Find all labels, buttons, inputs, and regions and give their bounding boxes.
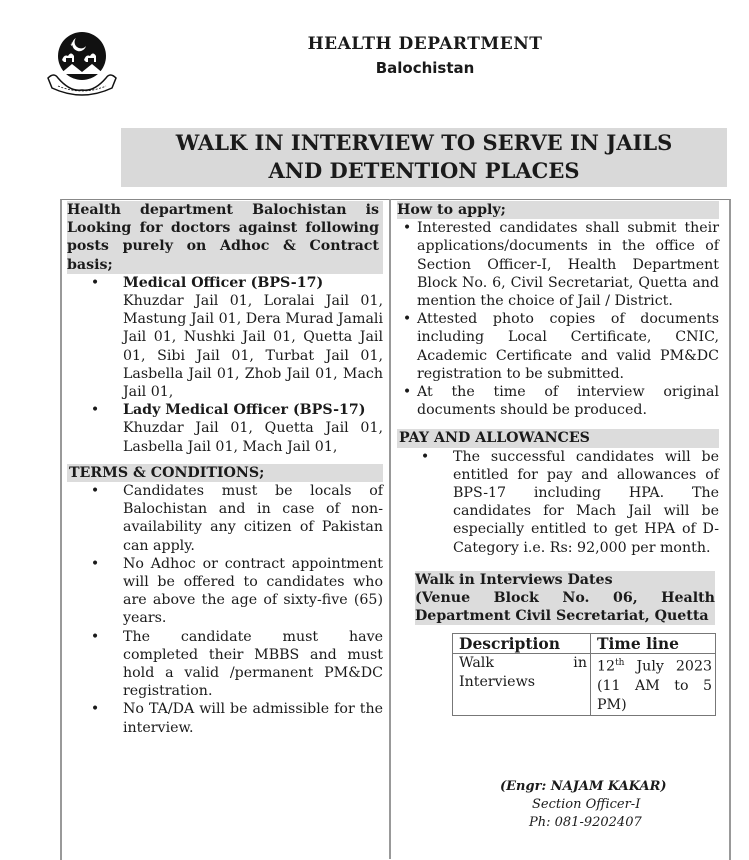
terms-item	[67, 482, 383, 555]
table-row	[453, 654, 716, 716]
notice-banner	[121, 128, 727, 187]
apply-heading: How to apply;	[397, 201, 719, 219]
signature-block	[500, 778, 667, 832]
walk-heading: Walk in Interviews Dates	[415, 571, 613, 588]
terms-item	[67, 555, 383, 628]
terms-text: The candidate must have completed their MBBS and must hold a valid /permanent PM&DC registration.	[123, 628, 383, 700]
post-item	[67, 274, 383, 401]
department-title: HEALTH DEPARTMENT	[307, 34, 543, 54]
intro-text: Health department Balochistan is Looking for doctors against following posts purely on Adhoc & Contract basis;	[67, 201, 383, 274]
apply-item	[397, 383, 719, 419]
pay-text: The successful candidates will be entitled for pay and allowances of BPS-17 including HPA. The candidates for Mach Jail will be especially entitled to get HPA of D-Category i.e. Rs: 92,000 per month.	[453, 448, 719, 556]
pay-heading: PAY AND ALLOWANCES	[397, 429, 719, 447]
timeline-day: 12	[597, 659, 616, 676]
post-title: Lady Medical Officer (BPS-17)	[123, 402, 366, 419]
signatory-name: (Engr: NAJAM KAKAR)	[500, 779, 667, 794]
apply-text: Interested candidates shall submit their applications/documents in the office of Section Officer-I, Health Department Block No. 6, Civil Secretariat, Quetta and mention the choice of Jail / District.	[417, 220, 719, 310]
bullet-icon: •	[90, 701, 100, 718]
bullet-icon: •	[90, 555, 100, 572]
terms-item	[67, 628, 383, 701]
signatory-designation: Section Officer-I	[532, 797, 641, 812]
bullet-icon: •	[402, 311, 412, 328]
table-header-row	[453, 634, 716, 654]
bullet-icon: •	[90, 483, 100, 500]
row-timeline	[591, 654, 716, 716]
post-item	[67, 401, 383, 456]
bullet-icon: •	[90, 274, 100, 291]
terms-heading: TERMS & CONDITIONS;	[67, 464, 383, 482]
apply-item	[397, 219, 719, 310]
row-description: Walk in Interviews	[453, 654, 591, 716]
bullet-icon: •	[90, 628, 100, 645]
post-locations: Khuzdar Jail 01, Quetta Jail 01, Lasbella Jail 01, Mach Jail 01,	[123, 420, 383, 455]
bullet-icon: •	[402, 220, 412, 237]
timeline-day-suffix: th	[615, 658, 625, 669]
bullet-icon: •	[90, 402, 100, 419]
post-title: Medical Officer (BPS-17)	[123, 274, 324, 291]
timeline-table	[452, 633, 716, 716]
bullet-icon: •	[402, 384, 412, 401]
terms-text: No TA/DA will be admissible for the interview.	[123, 701, 383, 736]
terms-item	[67, 700, 383, 736]
walk-venue: (Venue Block No. 06, Health Department Civil Secretariat, Quetta	[415, 590, 715, 625]
timeline-rest: July 2023 (11 AM to 5 PM)	[597, 659, 712, 714]
post-locations: Khuzdar Jail 01, Loralai Jail 01, Mastung Jail 01, Dera Murad Jamali Jail 01, Nushki Jail 01, Quetta Jail 01, Sibi Jail 01, Turbat Jail 01, Lasbella Jail 01, Zhob Jail 01, Mach Jail 01,	[123, 293, 383, 401]
banner-line-2: AND DETENTION PLACES	[268, 158, 580, 183]
right-column	[397, 201, 719, 716]
apply-text: At the time of interview original documents should be produced.	[417, 384, 719, 419]
left-column	[67, 201, 383, 737]
column-header-description: Description	[453, 634, 591, 654]
column-divider	[389, 199, 391, 859]
terms-text: Candidates must be locals of Balochistan and in case of non-availability any citizen of Pakistan can apply.	[123, 483, 383, 554]
signatory-phone: Ph: 081-9202407	[529, 815, 642, 830]
province-name: Balochistan	[375, 59, 475, 77]
banner-line-1: WALK IN INTERVIEW TO SERVE IN JAILS	[175, 130, 673, 155]
terms-text: No Adhoc or contract appointment will be offered to candidates who are above the age of sixty-five (65) years.	[123, 555, 383, 627]
pay-item	[397, 448, 719, 557]
apply-text: Attested photo copies of documents including Local Certificate, CNIC, Academic Certificate and valid PM&DC registration to be submitted.	[417, 311, 719, 382]
bullet-icon: •	[420, 448, 430, 465]
walk-in-dates-box	[415, 571, 715, 626]
column-header-timeline: Time line	[591, 634, 716, 654]
apply-item	[397, 310, 719, 383]
